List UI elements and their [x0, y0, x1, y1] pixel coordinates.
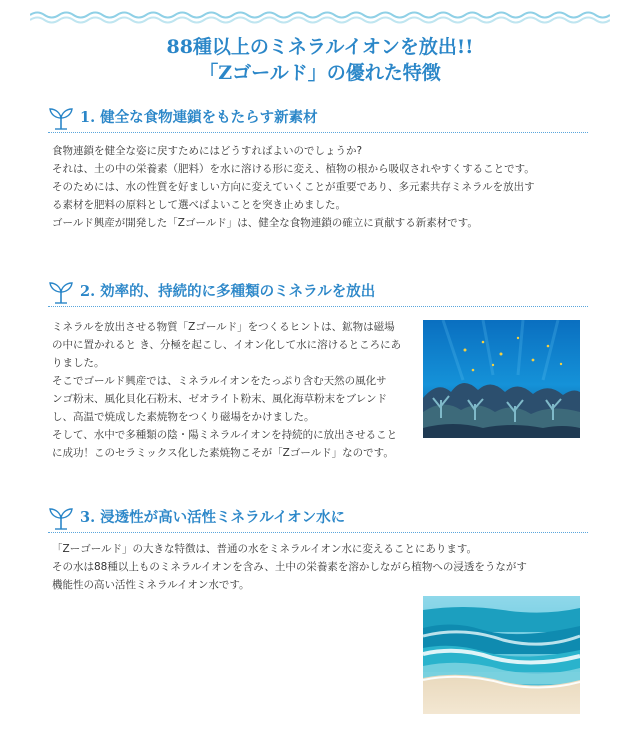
- sprout-icon: [48, 280, 74, 304]
- section-1-heading: [48, 106, 588, 133]
- section-2-title: 2. 効率的、持続的に多種類のミネラルを放出: [80, 283, 376, 300]
- page-header: [0, 34, 640, 86]
- wave-border: [30, 10, 610, 24]
- ocean-wave-photo: [423, 596, 580, 714]
- section-1-title: 1. 健全な食物連鎖をもたらす新素材: [80, 109, 318, 126]
- sprout-icon: [48, 506, 74, 530]
- sprout-icon: [48, 106, 74, 130]
- section-3-heading: [48, 506, 588, 533]
- coral-reef-photo: [423, 320, 580, 438]
- section-1-body: 食物連鎖を健全な姿に戻すためにはどうすればよいのでしょうか? それは、土の中の栄養素（肥料）を水に溶ける形に変え、植物の根から吸収されやすくすることです。 そのためには、水の性質を好ましい方向に変えていくことが重要であり、多元素共存ミネラルを放出す る素材を肥料の原料として選べばよいことを突き止めました。 ゴールド興産が開発した「Zゴールド」は、健全な食物連鎖の確立に貢献する新素材です。: [52, 145, 535, 229]
- section-2-heading: [48, 280, 588, 307]
- page-subtitle: 「Zゴールド」の優れた特徴: [199, 62, 441, 84]
- page-title: 88種以上のミネラルイオンを放出!!: [166, 36, 474, 58]
- section-2-body: ミネラルを放出させる物質「Zゴールド」をつくるヒントは、鉱物は磁場 の中に置かれると き、分極を起こし、イオン化して水に溶けるところにあ りました。 そこでゴールド興産では、ミネラルイオンをたっぷり含む天然の風化サ ンゴ粉末、風化貝化石粉末、ゼオライト粉末、風化海草粉末をブレンド し、高温で焼成した素焼物をつくり磁場をかけました。 そして、水中で多種類の陰・陽ミネラルイオンを持続的に放出させること に成功！このセラミックス化した素焼物こそが「Zゴールド」なのです。: [52, 321, 402, 459]
- section-3-body: 「Zーゴールド」の大きな特徴は、普通の水をミネラルイオン水に変えることにあります。 その水は88種以上ものミネラルイオンを含み、土中の栄養素を溶かしながら植物への浸透をうながす 機能性の高い活性ミネラルイオン水です。: [52, 543, 527, 591]
- section-3-title: 3. 浸透性が高い活性ミネラルイオン水に: [80, 509, 346, 526]
